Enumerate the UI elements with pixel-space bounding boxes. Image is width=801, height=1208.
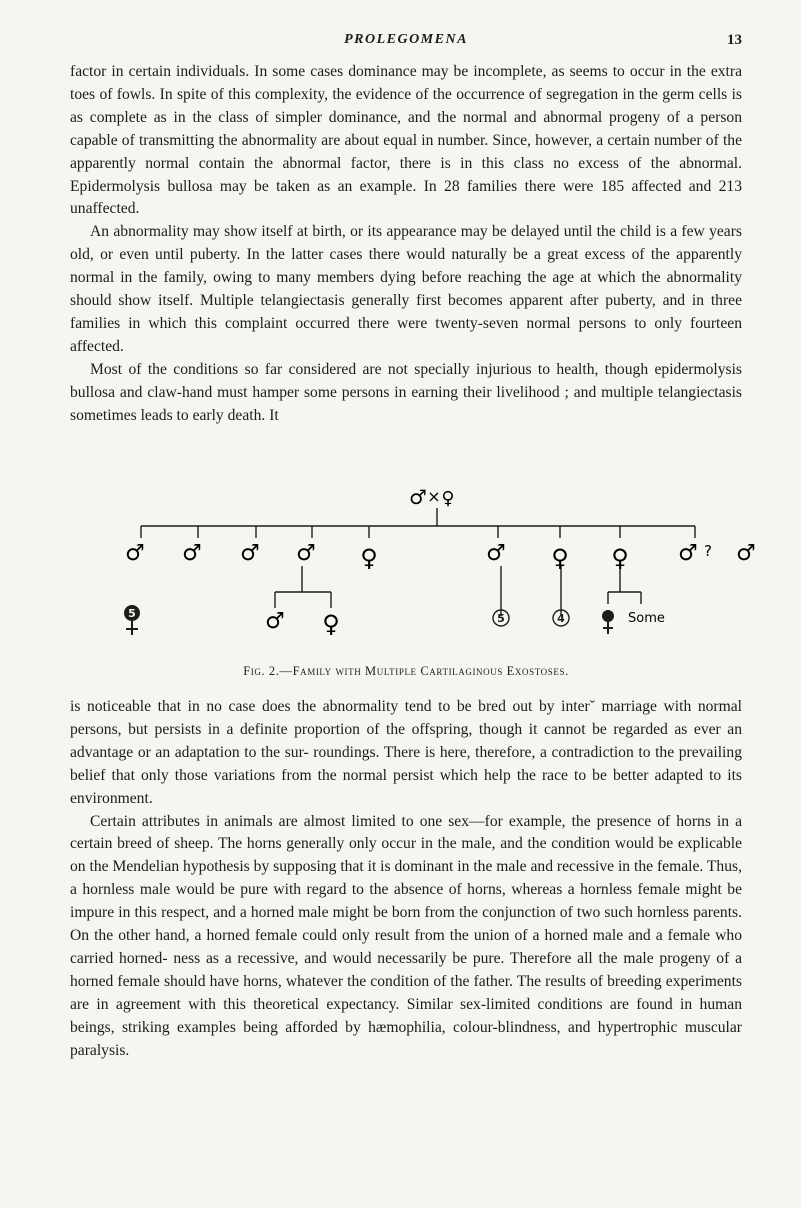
affected-male-symbol: ♂	[182, 541, 202, 566]
paragraph: An abnormality may show itself at birth, or its appearance may be delayed until the child is a few years old, or even until puberty. In the latter cases there would naturally be a great excess of the apparently normal in the family, owing to many members dying before reaching the age at which the abnormality should show itself. Multiple telangiectasis generally first becomes apparent after puberty, and in three families in which this complaint occurred there were twenty-seven normal persons to only fourteen affected.	[70, 223, 742, 355]
some-label: Some	[628, 611, 665, 626]
paragraph: Certain attributes in animals are almost limited to one sex—for example, the presence of horns in a certain breed of sheep. The horns generally only occur in the male, and the condition would be explicable on the Mendelian hypothesis by supposing that it is dominant in the male and recessive in the female. Thus, a hornless male would be pure with regard to the absence of horns, whereas a hornless female might be impure in this respect, and a horned male might be born from the conjunction of two such hornless parents. On the other hand, a horned female could only result from the union of a horned male and a female who carried horned- ness as a recessive, and would necessarily be pure. Therefore all the male progeny of a horned female should have horns, whatever the condition of the father. The results of breeding experiments are in agreement with this theoretical expectancy. Similar sex-limited conditions are found in human beings, striking examples being afforded by hæmophilia, colour-blindness, and hypertrophic muscular paralysis.	[70, 812, 742, 1059]
affected-female-symbol: ♀	[360, 544, 378, 572]
paragraph: is noticeable that in no case does the abnormality tend to be bred out by inter˘ marriage with normal persons, but persists in a definite proportion of the offspring, though it cannot be regarded as ever an advantage or an adaptation to the sur- roundings. There is here, therefore, a contradiction to the prevailing belief that only those variations from the normal persist which help the race to be better adapted to its environment.	[70, 698, 742, 807]
count-label: 5	[497, 612, 505, 625]
affected-male-symbol: ♂	[125, 541, 145, 566]
cross-symbol: ×	[427, 487, 441, 506]
paragraph: factor in certain individuals. In some cases dominance may be incomplete, as seems to occur in the extra toes of fowls. In spite of this complexity, the evidence of the occurrence of segregation in the germ cells is as complete as in the class of simpler dominance, and the normal and abnormal progeny of a person capable of transmitting the abnormality are about equal in number. Since, however, a certain number of the apparently normal contain the abnormal factor, there is in this class no excess of the abnormal. Epidermolysis bullosa may be taken as an example. In 28 families there were 185 affected and 213 unaffected.	[70, 63, 742, 218]
running-head: PROLEGOMENA	[344, 32, 468, 47]
count-label: 4	[557, 612, 565, 625]
male-symbol: ♂	[486, 541, 506, 566]
paragraph: Most of the conditions so far considered are not specially injurious to health, though epidermolysis bullosa and claw-hand must hamper some persons in earning their livelihood ; and multiple telangiectasis sometimes leads to early death. It	[70, 360, 742, 424]
parent-female-symbol: ♀	[441, 488, 455, 509]
pedigree-grandchildren	[100, 480, 720, 660]
female-symbol: ♀	[322, 610, 340, 638]
female-symbol: ♀	[611, 544, 629, 572]
affected-male-symbol: ♂	[678, 541, 698, 566]
affected-male-symbol: ♂	[265, 609, 285, 634]
male-symbol: ♂	[736, 541, 756, 566]
page-number: 13	[727, 32, 742, 48]
body-text-bottom	[70, 696, 742, 1063]
figure-caption: Fig. 2.—Family with Multiple Cartilaginous Exostoses.	[243, 664, 569, 678]
body-text-top	[70, 61, 742, 428]
affected-female-head	[602, 610, 614, 622]
parent-male-symbol: ♂	[409, 485, 427, 509]
affected-male-symbol: ♂	[296, 541, 316, 566]
pedigree-figure	[100, 480, 756, 660]
affected-male-symbol: ♂	[240, 541, 260, 566]
query-mark: ?	[704, 542, 712, 560]
count-label: 5	[128, 607, 136, 620]
page-header	[70, 32, 742, 56]
female-symbol: ♀	[551, 544, 569, 572]
